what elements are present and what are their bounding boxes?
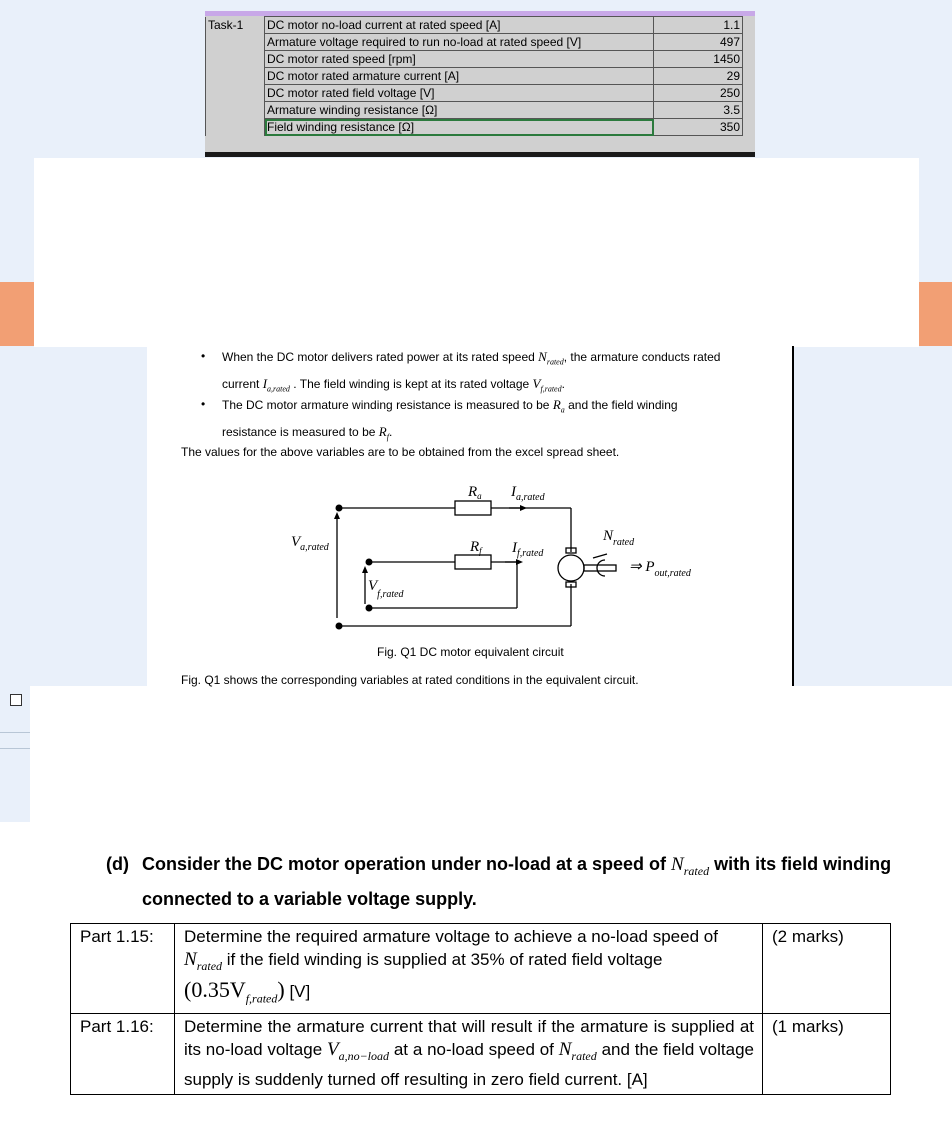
bullet-dot: •: [201, 349, 206, 363]
motor-shaft: [584, 565, 616, 571]
figure-caption: Fig. Q1 DC motor equivalent circuit: [377, 645, 564, 659]
cell-label[interactable]: Armature winding resistance [Ω]: [265, 102, 654, 119]
cell-value[interactable]: 497: [654, 34, 743, 51]
divider: [0, 732, 30, 733]
label-rf: $R_f$: [470, 539, 482, 556]
cell-empty[interactable]: [206, 85, 265, 102]
bullet-resistances: [201, 394, 742, 447]
cell-value[interactable]: 250: [654, 85, 743, 102]
checkbox[interactable]: [10, 694, 22, 706]
arrowhead: [334, 512, 340, 519]
page-edge-line: [792, 346, 794, 686]
cell-empty[interactable]: [206, 119, 265, 136]
resistor-ra: [455, 501, 491, 515]
text: . The field winding is kept at its rated voltage: [293, 376, 530, 391]
divider: [0, 748, 30, 749]
math-expression: $(0.35V_{f,rated})$: [184, 976, 285, 1006]
question-text: [142, 850, 892, 913]
var-v-a-no-load: $V_{a,no-load}$: [326, 1039, 390, 1063]
motor-armature: [558, 555, 584, 581]
orange-band-right: [918, 282, 952, 346]
var-v-f-rated: $V_{f,rated}$: [532, 375, 562, 394]
var-r-a: $R_a$: [552, 397, 565, 415]
label-ia: $I_{a,rated}$: [511, 484, 545, 503]
arrowhead: [520, 505, 527, 511]
figure-note: Fig. Q1 shows the corresponding variables at rated conditions in the equivalent circuit.: [181, 673, 639, 687]
part-text: Determine the required armature voltage to achieve a no-load speed of $N_{rated}$ if the field winding is supplied at 35% of rated field voltage $(0.35V_{f,rated})$ [V]: [175, 924, 763, 1014]
var-n-rated: $N_{rated}$: [538, 349, 564, 367]
label-ra: $R_a$: [468, 484, 482, 501]
parts-table: [70, 923, 891, 1095]
text: with its field winding connected to a variable voltage supply.: [142, 854, 892, 909]
rotation-arrow: [597, 560, 605, 576]
cell-label[interactable]: DC motor no-load current at rated speed [A]: [265, 17, 654, 34]
spreadsheet-table: [205, 16, 743, 136]
cell-label[interactable]: DC motor rated armature current [A]: [265, 68, 654, 85]
cell-value[interactable]: 1450: [654, 51, 743, 68]
label-n-rated: $N_{rated}$: [603, 528, 635, 548]
part-row: [71, 924, 891, 1014]
var-n-rated: $N_{rated}$: [558, 1039, 597, 1063]
label-vf: $V_{f,rated}$: [368, 578, 404, 600]
sheet-bottom-bar: [205, 152, 755, 157]
sheet-row-selected: [206, 119, 743, 136]
text: .: [561, 376, 565, 391]
unit: [V]: [289, 981, 311, 1001]
task-label[interactable]: Task-1: [206, 17, 265, 34]
label-if: $I_{f,rated}$: [512, 540, 544, 559]
part-text: Determine the armature current that will result if the armature is supplied at its no-load voltage $V_{a,no-load}$ at a no-load speed of $N_{rated}$ and the field voltage supply is suddenly turned off resulting in zero field current. [A]: [175, 1014, 763, 1095]
var-n-rated: $N_{rated}$: [671, 854, 710, 878]
blank-panel-top: [34, 158, 919, 347]
marks: (2 marks): [763, 924, 891, 1014]
text: Consider the DC motor operation under no-load at a speed of: [142, 854, 667, 874]
cell-empty[interactable]: [206, 34, 265, 51]
bullet-dot: •: [201, 397, 206, 411]
cell-label[interactable]: DC motor rated speed [rpm]: [265, 51, 654, 68]
sheet-row: [206, 102, 743, 119]
terminal: [336, 623, 343, 630]
arrowhead: [516, 559, 523, 565]
blank-panel-bottom: [30, 686, 952, 822]
cell-label[interactable]: DC motor rated field voltage [V]: [265, 85, 654, 102]
sheet-row: [206, 51, 743, 68]
arrowhead: [362, 566, 368, 573]
terminal: [336, 505, 343, 512]
text: resistance is measured to be: [222, 424, 376, 439]
text: , the armature conducts rated: [563, 350, 721, 364]
values-note: The values for the above variables are to be obtained from the excel spread sheet.: [181, 445, 620, 459]
part-label: Part 1.15:: [71, 924, 175, 1014]
text: When the DC motor delivers rated power at its rated speed: [222, 350, 535, 364]
terminal: [366, 559, 373, 566]
sheet-row: [206, 34, 743, 51]
label-va: $V_{a,rated}$: [291, 534, 329, 553]
question-label: (d): [106, 854, 129, 874]
text: The DC motor armature winding resistance is measured to be: [222, 398, 550, 412]
label-p-out: ⇒ $P_{out,rated}$: [629, 559, 691, 579]
text: .: [388, 424, 393, 439]
var-i-a-rated: $I_{a,rated}$: [262, 375, 290, 394]
equivalent-circuit-diagram: [147, 466, 787, 666]
cell-value[interactable]: 29: [654, 68, 743, 85]
document-page: [147, 346, 793, 686]
orange-band-left: [0, 282, 34, 346]
sheet-row: [206, 68, 743, 85]
sheet-row: [206, 85, 743, 102]
bullet-rated-power: [201, 346, 742, 399]
marks: (1 marks): [763, 1014, 891, 1095]
text: and the field winding: [568, 398, 678, 412]
cell-value[interactable]: 1.1: [654, 17, 743, 34]
text: current: [222, 376, 260, 391]
terminal: [366, 605, 373, 612]
speed-arrow: [593, 554, 607, 558]
var-r-f: $R_f$: [378, 423, 389, 442]
sheet-row: [206, 17, 743, 34]
part-row: [71, 1014, 891, 1095]
cell-empty[interactable]: [206, 102, 265, 119]
cell-label-selected[interactable]: Field winding resistance [Ω]: [265, 119, 654, 136]
cell-value[interactable]: 350: [654, 119, 743, 136]
cell-empty[interactable]: [206, 51, 265, 68]
part-label: Part 1.16:: [71, 1014, 175, 1095]
cell-label[interactable]: Armature voltage required to run no-load at rated speed [V]: [265, 34, 654, 51]
cell-empty[interactable]: [206, 68, 265, 85]
spreadsheet: [205, 11, 755, 157]
resistor-rf: [455, 555, 491, 569]
var-n-rated: $N_{rated}$: [184, 949, 223, 973]
cell-value[interactable]: 3.5: [654, 102, 743, 119]
